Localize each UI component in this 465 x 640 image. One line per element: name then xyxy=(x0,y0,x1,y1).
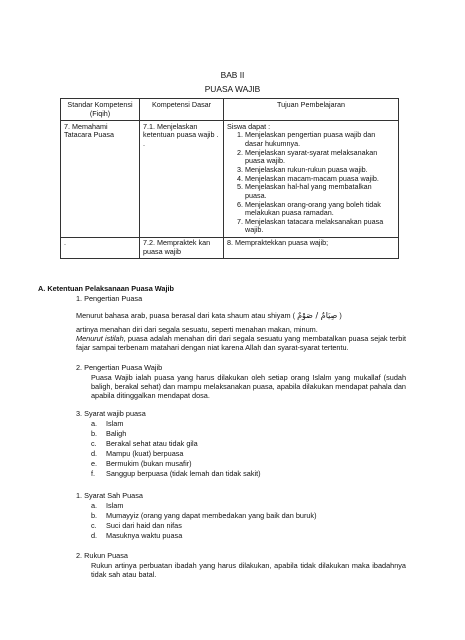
cell-kompetensi-dasar xyxy=(140,121,224,237)
tujuan-intro: Siswa dapat : xyxy=(227,121,271,131)
table-row xyxy=(61,121,399,237)
list-text: Islam xyxy=(106,419,124,428)
subsection-1-title: 1. Pengertian Puasa xyxy=(76,294,143,303)
cell-tujuan-pembelajaran: 8. Mempraktekkan puasa wajib; xyxy=(224,237,399,258)
list-text: Bermukim (bukan musafir) xyxy=(106,459,192,468)
list-item: 5. Menjelaskan hal-hal yang membatalkan puasa. xyxy=(245,183,395,200)
list-item xyxy=(91,511,317,521)
list-item xyxy=(91,429,127,439)
arabic-term: صِيَامٌ / صَوْمٌ xyxy=(297,311,338,320)
list-item: 3. Menjelaskan rukun-rukun puasa wajib. xyxy=(245,166,395,175)
list-letter: c. xyxy=(91,439,97,448)
header-tujuan-pembelajaran: Tujuan Pembelajaran xyxy=(224,99,399,121)
list-item xyxy=(91,459,192,469)
list-item xyxy=(91,521,182,531)
puasa-wajib-definition: Puasa Wajib ialah puasa yang harus dilakukan oleh setiap orang Islalm yang mukallaf (sudah baligh, berakal sehat) dan mampu melaksanakan puasa, apabila dilakukan mendapat pahala dan apabila ditinggalkan mendapat dosa. xyxy=(91,373,406,400)
competency-table xyxy=(60,98,399,259)
list-letter: d. xyxy=(91,531,98,540)
list-text: Mampu (kuat) berpuasa xyxy=(106,449,184,458)
table-row xyxy=(61,237,399,258)
list-letter: e. xyxy=(91,459,98,468)
pengertian-line-1 xyxy=(76,311,406,321)
list-item xyxy=(91,439,198,449)
list-text: Islam xyxy=(106,501,124,510)
header-kompetensi-dasar: Kompetensi Dasar xyxy=(140,99,224,121)
list-item: 6. Menjelaskan orang-orang yang boleh tidak melakukan puasa ramadan. xyxy=(245,201,395,218)
pengertian-line-2: artinya menahan diri dari segala sesuatu, seperti menahan makan, minum. xyxy=(76,325,318,334)
kd-dot: . xyxy=(143,139,145,149)
cell-kompetensi-dasar: 7.2. Mempraktek kan puasa wajib xyxy=(140,237,224,258)
closing-paren: ) xyxy=(339,311,342,320)
list-item xyxy=(91,449,184,459)
subsection-3-title: 3. Syarat wajib puasa xyxy=(76,409,146,418)
list-letter: a. xyxy=(91,501,98,510)
table-header-row xyxy=(61,99,399,121)
list-text: Suci dari haid dan nifas xyxy=(106,521,182,530)
list-letter: b. xyxy=(91,429,98,438)
cell-tujuan-pembelajaran xyxy=(224,121,399,237)
list-text: Masuknya waktu puasa xyxy=(106,531,183,540)
list-text: Berakal sehat atau tidak gila xyxy=(106,439,198,448)
istilah-emphasis: Menurut istilah xyxy=(76,334,124,343)
subsection-2-title: 2. Pengertian Puasa Wajib xyxy=(76,363,163,372)
list-item xyxy=(91,469,261,479)
list-item: 1. Menjelaskan pengertian puasa wajib dan dasar hukumnya. xyxy=(245,131,395,148)
list-text: Mumayyiz (orang yang dapat membedakan yang baik dan buruk) xyxy=(106,511,317,520)
subsection-syarat-sah-title: 1. Syarat Sah Puasa xyxy=(76,491,143,500)
istilah-text: , puasa adalah menahan diri dari segala sesuatu yang membatalkan puasa sejak terbit fajar sampai terbenam matahari dengan niat karena Allah dan syarat-syarat tertentu. xyxy=(76,334,406,352)
list-item: 7. Menjelaskan tatacara melaksanakan puasa wajib. xyxy=(245,218,395,235)
tujuan-list xyxy=(227,131,395,235)
list-item xyxy=(91,501,124,511)
list-item: 4. Menjelaskan macam-macam puasa wajib. xyxy=(245,175,395,184)
pengertian-text: Menurut bahasa arab, puasa berasal dari kata shaum atau shiyam ( xyxy=(76,311,296,320)
list-text: Sanggup berpuasa (tidak lemah dan tidak sakit) xyxy=(106,469,261,478)
cell-standar-kompetensi: 7. Memahami Tatacara Puasa xyxy=(61,121,140,237)
list-letter: f. xyxy=(91,469,96,478)
chapter-number: BAB II xyxy=(220,70,245,80)
subsection-rukun-title: 2. Rukun Puasa xyxy=(76,551,128,560)
list-letter: b. xyxy=(91,511,98,520)
rukun-definition: Rukun artinya perbuatan ibadah yang harus dilakukan, apabila tidak dilakukan maka ibadahnya tidak sah atau batal. xyxy=(91,561,406,579)
chapter-title: PUASA WAJIB xyxy=(204,84,261,94)
list-letter: c. xyxy=(91,521,97,530)
list-item: 2. Menjelaskan syarat-syarat melaksanakan puasa wajib. xyxy=(245,149,395,166)
list-letter: a. xyxy=(91,419,98,428)
section-a-heading: A. Ketentuan Pelaksanaan Puasa Wajib xyxy=(38,284,174,293)
list-letter: d. xyxy=(91,449,98,458)
kd-7-1-text: 7.1. Menjelaskan ketentuan puasa wajib . xyxy=(143,121,219,140)
list-item xyxy=(91,419,124,429)
list-text: Baligh xyxy=(106,429,127,438)
pengertian-istilah xyxy=(76,335,406,353)
cell-standar-kompetensi: . xyxy=(61,237,140,258)
list-item xyxy=(91,531,183,541)
header-standar-kompetensi: Standar Kompetensi (Fiqih) xyxy=(61,99,140,121)
